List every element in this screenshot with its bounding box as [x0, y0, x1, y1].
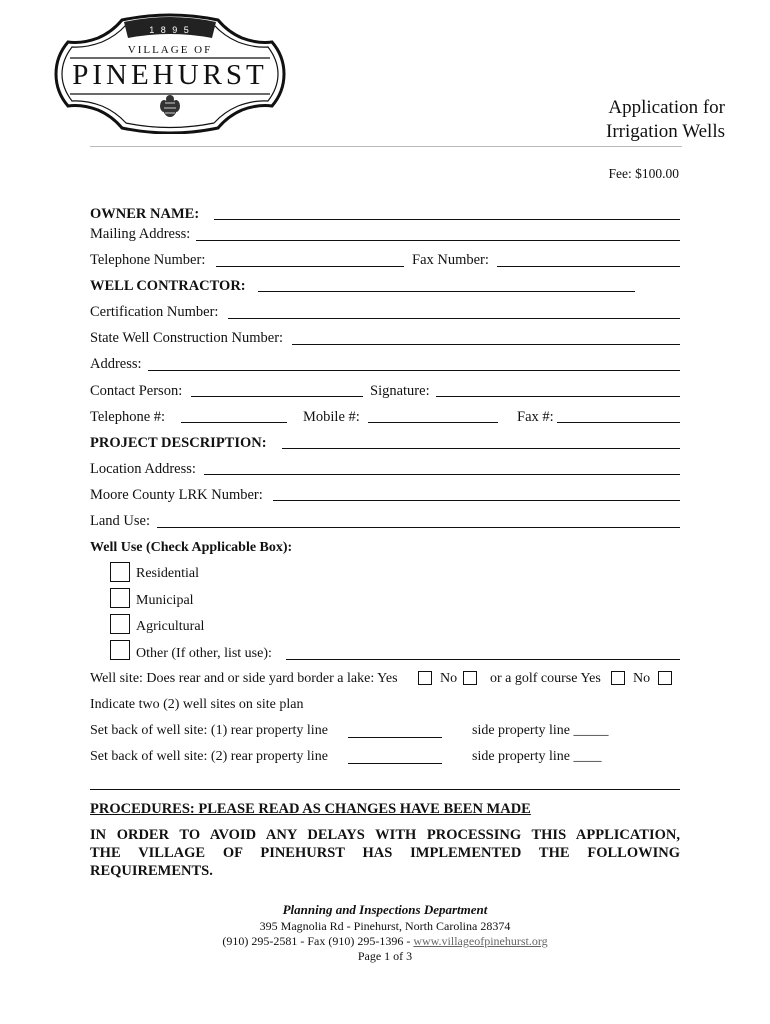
form-title-line1: Application for: [608, 97, 725, 118]
contact-person-label: Contact Person:: [90, 383, 183, 399]
well-site-question: Well site: Does rear and or side yard border a lake: Yes: [90, 671, 398, 686]
village-logo: [52, 12, 288, 134]
signature-field[interactable]: [436, 396, 680, 397]
residential-label: Residential: [136, 566, 199, 581]
golf-no-checkbox[interactable]: [658, 671, 672, 685]
golf-no-label: No: [633, 671, 651, 686]
agricultural-label: Agricultural: [136, 619, 205, 634]
certification-number-field[interactable]: [228, 318, 680, 319]
form-title-line2: Irrigation Wells: [606, 121, 725, 142]
contractor-address-field[interactable]: [148, 370, 680, 371]
residential-checkbox[interactable]: [110, 562, 130, 582]
contractor-fax-label: Fax #:: [517, 409, 554, 425]
other-label: Other (If other, list use):: [136, 646, 272, 661]
setback2-rear-field[interactable]: [348, 763, 442, 764]
contractor-telephone-label: Telephone #:: [90, 409, 166, 425]
setback2-label: Set back of well site: (2) rear property line: [90, 749, 328, 764]
project-description-field[interactable]: [282, 448, 680, 449]
signature-label: Signature:: [370, 383, 430, 399]
telephone-number-field[interactable]: [216, 266, 404, 267]
footer-department: Planning and Inspections Department: [282, 902, 488, 917]
project-description-label: PROJECT DESCRIPTION:: [90, 435, 267, 451]
section-divider: [90, 789, 680, 790]
notice-line3: REQUIREMENTS.: [90, 863, 213, 879]
agricultural-checkbox[interactable]: [110, 614, 130, 634]
header-rule: [90, 146, 682, 147]
lake-yes-checkbox[interactable]: [418, 671, 432, 685]
other-use-field[interactable]: [286, 659, 680, 660]
mailing-address-label: Mailing Address:: [90, 226, 191, 242]
golf-yes-checkbox[interactable]: [611, 671, 625, 685]
contractor-address-label: Address:: [90, 356, 142, 372]
location-address-field[interactable]: [204, 474, 680, 475]
golf-yes-label: or a golf course Yes: [490, 671, 601, 686]
procedures-heading: PROCEDURES: PLEASE READ AS CHANGES HAVE BEEN MADE: [90, 801, 531, 817]
notice-line2: THE VILLAGE OF PINEHURST HAS IMPLEMENTED THE FOLLOWING: [90, 845, 680, 861]
footer-contact: [0, 935, 770, 947]
lrk-number-label: Moore County LRK Number:: [90, 487, 263, 503]
fax-number-label: Fax Number:: [412, 252, 489, 268]
lrk-number-field[interactable]: [273, 500, 680, 501]
land-use-label: Land Use:: [90, 513, 150, 529]
certification-number-label: Certification Number:: [90, 304, 219, 320]
fee-text: Fee: $100.00: [608, 166, 679, 181]
fax-number-field[interactable]: [497, 266, 680, 267]
page-number: Page 1 of 3: [357, 949, 413, 963]
location-address-label: Location Address:: [90, 461, 196, 477]
well-contractor-label: WELL CONTRACTOR:: [90, 278, 246, 294]
owner-name-label: OWNER NAME:: [90, 206, 200, 222]
owner-name-field[interactable]: [214, 219, 680, 220]
telephone-number-label: Telephone Number:: [90, 252, 206, 268]
contractor-telephone-field[interactable]: [181, 422, 287, 423]
setback1-side-label: side property line _____: [472, 723, 609, 738]
other-checkbox[interactable]: [110, 640, 130, 660]
setback1-rear-field[interactable]: [348, 737, 442, 738]
well-contractor-field[interactable]: [258, 291, 635, 292]
contact-person-field[interactable]: [191, 396, 363, 397]
state-well-number-label: State Well Construction Number:: [90, 330, 284, 346]
state-well-number-field[interactable]: [292, 344, 680, 345]
mobile-field[interactable]: [368, 422, 498, 423]
logo-village-of: VILLAGE OF: [127, 44, 213, 56]
logo-year: 1 8 9 5: [149, 25, 191, 35]
indicate-text: Indicate two (2) well sites on site plan: [90, 697, 304, 712]
contractor-fax-field[interactable]: [557, 422, 680, 423]
lake-no-label: No: [440, 671, 458, 686]
setback2-side-label: side property line ____: [472, 749, 602, 764]
well-use-heading: Well Use (Check Applicable Box):: [90, 540, 293, 555]
lake-no-checkbox[interactable]: [463, 671, 477, 685]
setback1-label: Set back of well site: (1) rear property line: [90, 723, 328, 738]
footer-address: 395 Magnolia Rd - Pinehurst, North Carolina 28374: [259, 919, 511, 933]
footer-phone: (910) 295-2581 - Fax (910) 295-1396 -: [222, 934, 414, 948]
notice-line1: IN ORDER TO AVOID ANY DELAYS WITH PROCESSING THIS APPLICATION,: [90, 827, 680, 843]
website-link[interactable]: www.villageofpinehurst.org: [413, 934, 548, 948]
land-use-field[interactable]: [157, 527, 680, 528]
municipal-label: Municipal: [136, 593, 194, 608]
logo-name: PINEHURST: [72, 59, 268, 91]
mailing-address-field[interactable]: [196, 240, 680, 241]
municipal-checkbox[interactable]: [110, 588, 130, 608]
mobile-label: Mobile #:: [303, 409, 360, 425]
